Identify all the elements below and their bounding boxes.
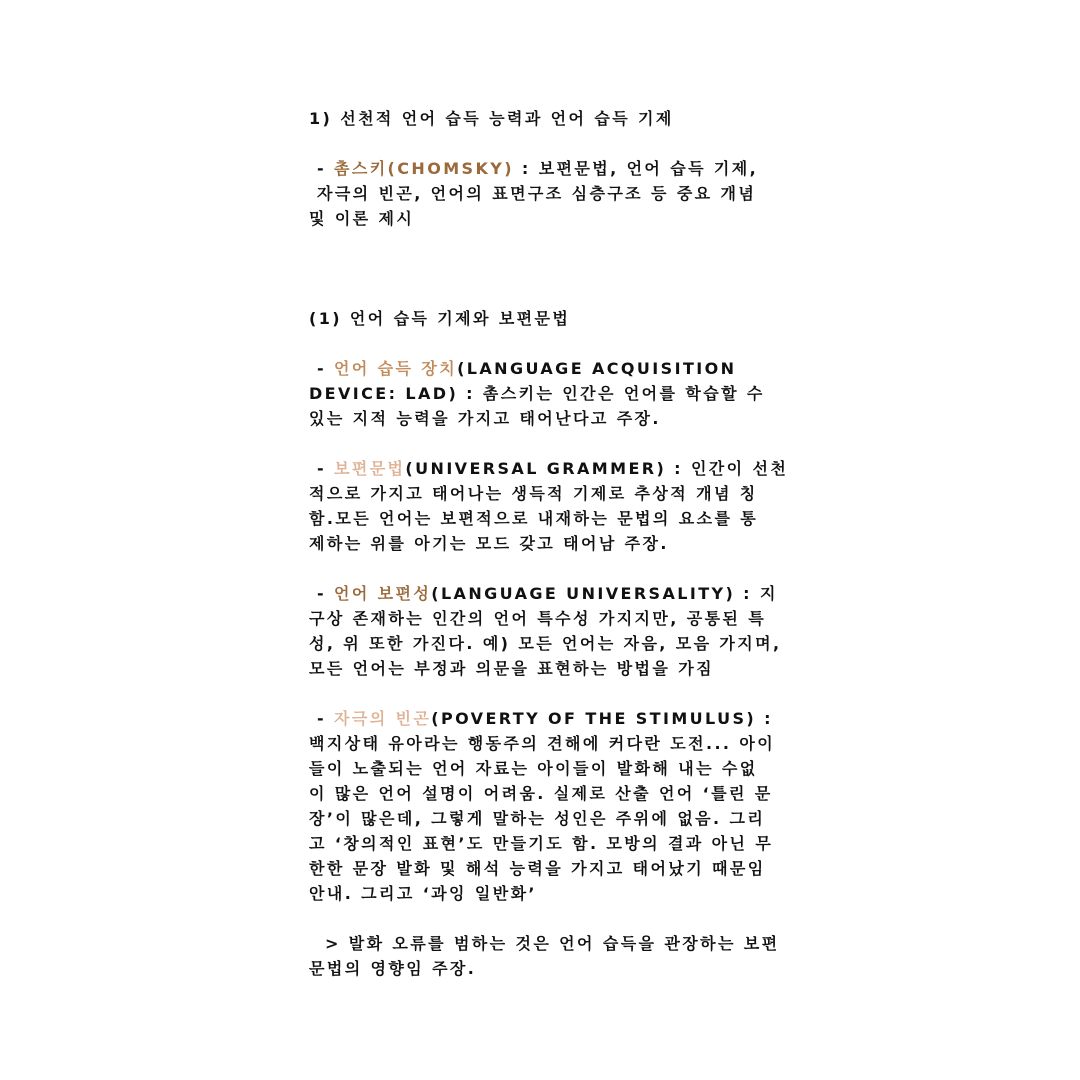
document-body	[309, 106, 809, 981]
pos-line-5: 장’이 많은데, 그렇게 말하는 성인은 주위에 없음. 그리	[309, 809, 766, 828]
lu-line-1	[309, 581, 809, 606]
term-lad: 언어 습득 장치	[333, 359, 458, 378]
term-chomsky: 촘스키(CHOMSKY)	[333, 159, 514, 178]
chomsky-text: : 보편문법, 언어 습득 기제,	[513, 159, 759, 178]
ug-line-4: 제하는 위를 아기는 모드 갖고 태어남 주장.	[309, 534, 669, 553]
ug-text: (UNIVERSAL GRAMMER) : 인간이 선천	[405, 459, 789, 478]
pos-line-4: 이 많은 언어 설명이 어려움. 실제로 산출 언어 ‘틀린 문	[309, 784, 773, 803]
lad-line-3: 있는 지적 능력을 가지고 태어난다고 주장.	[309, 409, 661, 428]
lad-text: (LANGUAGE ACQUISITION	[457, 359, 737, 378]
lu-text: (LANGUAGE UNIVERSALITY) : 지	[431, 584, 778, 603]
conclusion-line-1: > 발화 오류를 범하는 것은 언어 습득을 관장하는 보편	[309, 934, 780, 953]
spacer	[309, 906, 809, 931]
pos-line-1	[309, 706, 809, 731]
ug-line-3: 함.모든 언어는 보편적으로 내재하는 문법의 요소를 통	[309, 509, 759, 528]
ug-line-2: 적으로 가지고 태어나는 생득적 기제로 추상적 개념 칭	[309, 484, 758, 503]
term-poverty-of-stimulus: 자극의 빈곤	[333, 709, 432, 728]
lu-line-2: 구상 존재하는 인간의 언어 특수성 가지지만, 공통된 특	[309, 609, 767, 628]
bullet: -	[309, 709, 334, 728]
bullet: -	[309, 459, 334, 478]
spacer	[309, 556, 809, 581]
chomsky-line-2: 자극의 빈곤, 언어의 표면구조 심층구조 등 중요 개념	[309, 184, 757, 203]
bullet: -	[309, 584, 334, 603]
chomsky-line-3: 및 이론 제시	[309, 209, 415, 228]
spacer	[309, 331, 809, 356]
section-2-title: (1) 언어 습득 기제와 보편문법	[309, 309, 571, 328]
bullet: -	[309, 359, 334, 378]
term-universal-grammar: 보편문법	[333, 459, 406, 478]
lu-line-4: 모든 언어는 부정과 의문을 표현하는 방법을 가짐	[309, 659, 714, 678]
spacer	[309, 681, 809, 706]
ug-line-1	[309, 456, 809, 481]
spacer	[309, 431, 809, 456]
spacer	[309, 231, 809, 306]
lu-line-3: 성, 위 또한 가진다. 예) 모든 언어는 자음, 모음 가지며,	[309, 634, 782, 653]
spacer	[309, 131, 809, 156]
pos-line-3: 들이 노출되는 언어 자료는 아이들이 발화해 내는 수없	[309, 759, 758, 778]
pos-line-8: 안내. 그리고 ‘과잉 일반화’	[309, 884, 537, 903]
lad-line-1	[309, 356, 809, 381]
chomsky-line-1	[309, 156, 809, 181]
pos-text: (POVERTY OF THE STIMULUS) :	[431, 709, 773, 728]
term-language-universality: 언어 보편성	[333, 584, 432, 603]
section-1-title: 1) 선천적 언어 습득 능력과 언어 습득 기제	[309, 109, 674, 128]
pos-line-7: 한한 문장 발화 및 해석 능력을 가지고 태어났기 때문임	[309, 859, 766, 878]
bullet: -	[309, 159, 334, 178]
pos-line-6: 고 ‘창의적인 표현’도 만들기도 함. 모방의 결과 아닌 무	[309, 834, 774, 853]
pos-line-2: 백지상태 유아라는 행동주의 견해에 커다란 도전... 아이	[309, 734, 776, 753]
conclusion-line-2: 문법의 영향임 주장.	[309, 959, 477, 978]
lad-line-2: DEVICE: LAD) : 촘스키는 인간은 언어를 학습할 수	[309, 384, 765, 403]
